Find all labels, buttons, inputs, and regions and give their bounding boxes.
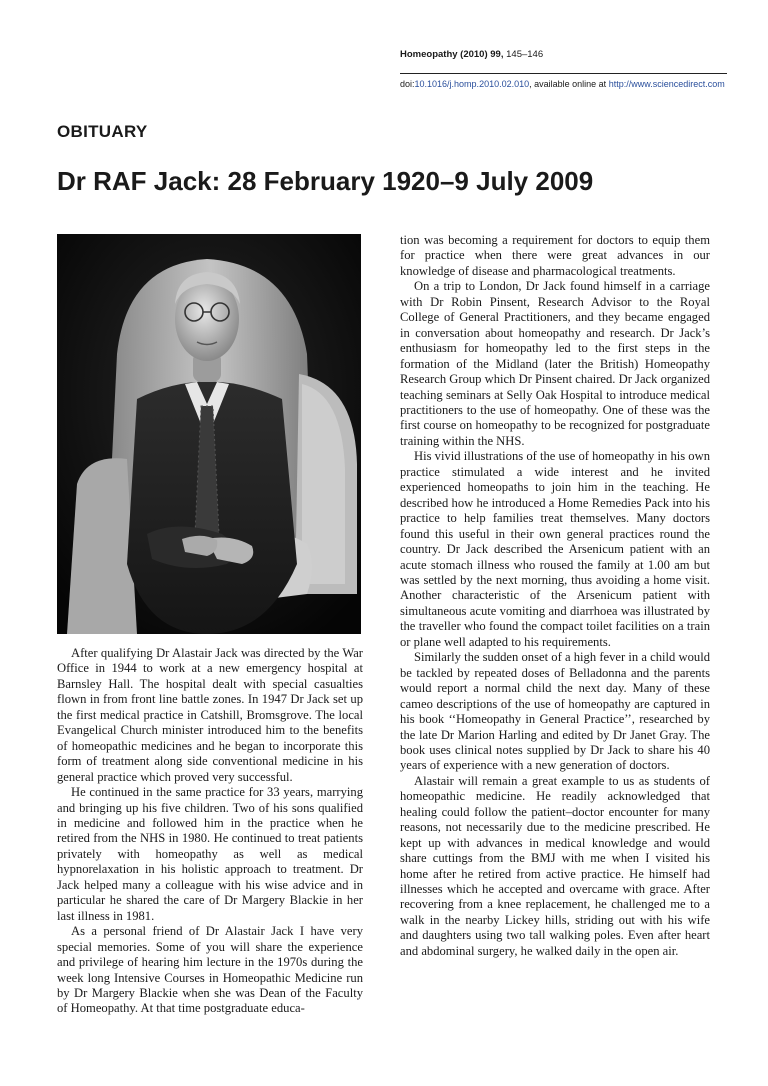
journal-citation [400, 48, 727, 62]
paragraph: Alastair will remain a great example to us as students of homeopathic medicine. He readily acknowledged that healing could follow the patient–doctor encounter for many reasons, not necessarily due to the medicine prescribed. He kept up with advances in medical knowledge and would share cuttings from the BMJ with me when I visited his home after he retired from active practice. He himself had illnesses which he accepted and overcame with grace. After recovering from a knee replacement, he challenged me to a walk in the nearby Lickey hills, striding out with his wife and daughters using two tall walking poles. Even after heart and abdominal surgery, he walked daily in the open air. [400, 773, 710, 958]
doi-link[interactable]: 10.1016/j.homp.2010.02.010 [414, 79, 530, 89]
article-title: Dr RAF Jack: 28 February 1920–9 July 2009 [57, 166, 594, 196]
doi-prefix: doi: [400, 79, 415, 89]
journal-name: Homeopathy (2010) 99, [400, 49, 504, 60]
page-range: 145–146 [506, 49, 544, 60]
left-column [57, 646, 363, 1017]
sciencedirect-link[interactable]: http://www.sciencedirect.com [608, 79, 725, 89]
right-column [400, 233, 710, 959]
doi-line [400, 78, 740, 90]
section-label: OBITUARY [57, 122, 148, 141]
paragraph: On a trip to London, Dr Jack found himself in a carriage with Dr Robin Pinsent, Research Advisor to the Royal College of General Practitioners, and they became engaged in conversation about homeopathy and research. Dr Jack’s enthusiasm for homeopathy led to the first steps in the formation of the Midland (later the British) Homeopathy Research Group which Dr Pinsent chaired. Dr Jack organized teaching seminars at Selly Oak Hospital to introduce medical practitioners to the use of homeopathy. One of these was the first course on homeopathy to be recognized for postgraduate training within the NHS. [400, 279, 710, 448]
paragraph: He continued in the same practice for 33 years, marrying and bringing up his five children. Two of his sons qualified in medicine and followed him in the practice when he retired from the NHS in 1980. He continued to treat patients privately with homeopathy as well as medical hypnorelaxation in his holistic approach to treatment. Dr Jack helped many a colleague with his wise advice and in particular he shared the care of Dr Margery Blackie in her last illness in 1981. [57, 785, 363, 923]
paragraph: As a personal friend of Dr Alastair Jack I have very special memories. Some of you will share the experience and privilege of hearing him lecture in the 1970s during the week long Intensive Courses in Homeopathic Medicine run by Dr Margery Blackie when she was Dean of the Faculty of Homeopathy. At that time postgraduate educa- [57, 924, 363, 1016]
header-divider [400, 73, 727, 74]
portrait-photo [57, 234, 361, 634]
paragraph: His vivid illustrations of the use of homeopathy in his own practice stimulated a wide interest and he invited experienced homeopaths to join him in the teaching. He described how he introduced a Home Remedies Pack into his practice to help families treat themselves. Many doctors found this useful in their own general practices round the country. Dr Jack described the Arsenicum patient with an acute stomach illness who roused the family at 1.00 am but was settled by the next morning, thus avoiding a home visit. Another characteristic of the Arsenicum patient with simultaneous acute vomiting and diarrhoea was illustrated by the traveller who found the compact toilet facilities on a train or plane well adapted to his requirements. [400, 449, 710, 649]
portrait-illustration [57, 234, 361, 634]
paragraph-continuation: tion was becoming a requirement for doctors to equip them for practice when there were great advances in our knowledge of disease and pharmacological treatments. [400, 233, 710, 278]
online-text: , available online at [529, 79, 609, 89]
paragraph: Similarly the sudden onset of a high fever in a child would be tackled by repeated doses of Belladonna and the parents would report a normal child the next day. Many of these cameo descriptions of the use of homeopathy are captured in his book ‘‘Homeopathy in General Practice’’, researched by the late Dr Marion Harling and edited by Dr Janet Gray. The book uses clinical notes supplied by Dr Jack to share his 40 years of experience with a new generation of doctors. [400, 650, 710, 773]
paragraph: After qualifying Dr Alastair Jack was directed by the War Office in 1944 to work at a new emergency hospital at Barnsley Hall. The hospital dealt with special casualties flown in from front line battle zones. In 1947 Dr Jack set up the first medical practice in Catshill, Bromsgrove. The local Evangelical Church minister introduced him to the benefits of homeopathic medicines and he began to incorporate this form of treatment along side conventional medicine in his general practice which proved very successful. [57, 646, 363, 784]
